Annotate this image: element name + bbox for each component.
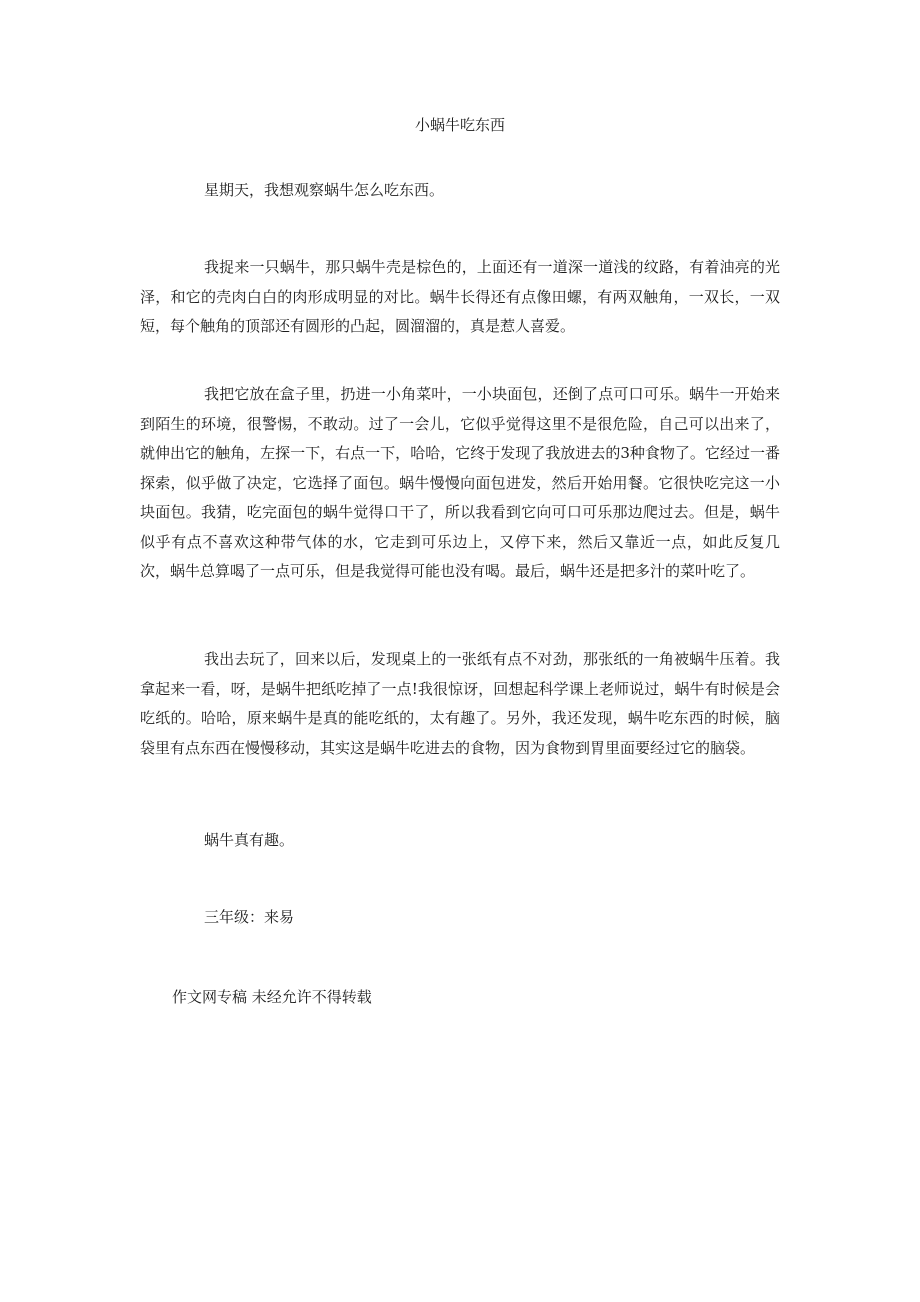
paragraph-feeding: 我把它放在盒子里，扔进一小角菜叶，一小块面包，还倒了点可口可乐。蜗牛一开始来到陌生的环境，很警惕，不敢动。过了一会儿，它似乎觉得这里不是很危险，自己可以出来了，就伸出它的触角，左探一下，右点一下，哈哈，它终于发现了我放进去的3种食物了。它经过一番探索，似乎做了决定，它选择了面包。蜗牛慢慢向面包进发，然后开始用餐。它很快吃完这一小块面包。我猜，吃完面包的蜗牛觉得口干了，所以我看到它向可口可乐那边爬过去。但是，蜗牛似乎有点不喜欢这种带气体的水，它走到可乐边上，又停下来，然后又靠近一点，如此反复几次，蜗牛总算喝了一点可乐，但是我觉得可能也没有喝。最后，蜗牛还是把多汁的菜叶吃了。 — [140, 385, 780, 580]
document-title: 小蜗牛吃东西 — [414, 116, 505, 134]
copyright-footer: 作文网专稿 未经允许不得转载 — [172, 988, 372, 1006]
paragraph-paper: 我出去玩了，回来以后，发现桌上的一张纸有点不对劲，那张纸的一角被蜗牛压着。我拿起来一看，呀，是蜗牛把纸吃掉了一点!我很惊讶，回想起科学课上老师说过，蜗牛有时候是会吃纸的。哈哈，原来蜗牛是真的能吃纸的，太有趣了。另外，我还发现，蜗牛吃东西的时候，脑袋里有点东西在慢慢移动，其实这是蜗牛吃进去的食物，因为食物到胃里面要经过它的脑袋。 — [140, 650, 780, 757]
author-line: 三年级：来易 — [204, 908, 295, 926]
paragraph-intro: 星期天，我想观察蜗牛怎么吃东西。 — [204, 181, 445, 199]
paragraph-snail-description: 我捉来一只蜗牛，那只蜗牛壳是棕色的，上面还有一道深一道浅的纹路，有着油亮的光泽，和它的壳肉白白的肉形成明显的对比。蜗牛长得还有点像田螺，有两双触角，一双长，一双短，每个触角的顶部还有圆形的凸起，圆溜溜的，真是惹人喜爱。 — [140, 258, 780, 335]
paragraph-conclusion: 蜗牛真有趣。 — [204, 831, 295, 849]
